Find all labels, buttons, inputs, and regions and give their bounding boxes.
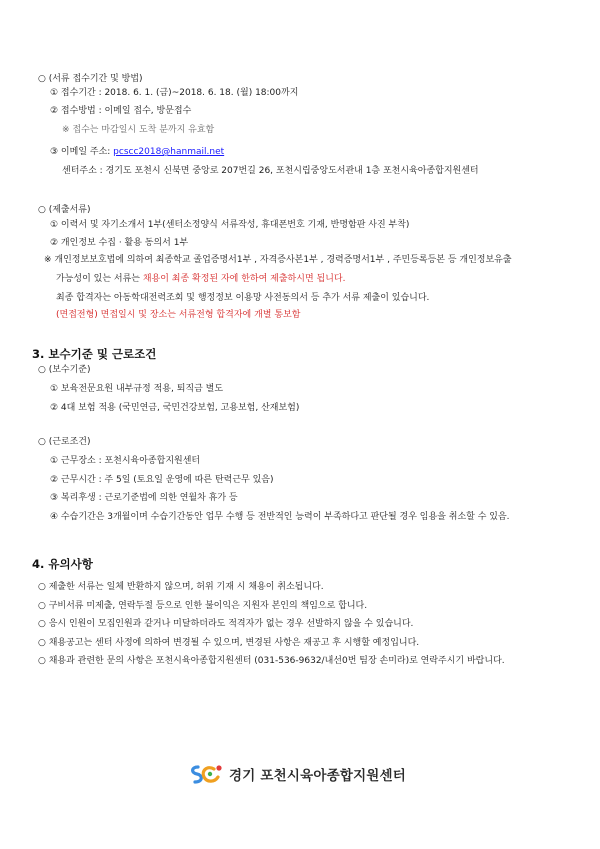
work-item-4: ④ 수습기간은 3개월이며 수습기간동안 업무 수행 등 전반적인 능력이 부족하다고 판단될 경우 임용을 취소할 수 있음. [50, 512, 510, 522]
docs-note-3: 최종 합격자는 아동학대전력조회 및 행정정보 이용망 사전동의서 등 추가 서류 제출이 있습니다. [56, 293, 430, 303]
notice-item-3: ○ 응시 인원이 모집인원과 같거나 미달하더라도 적격자가 없는 경우 선발하지 않을 수 있습니다. [38, 619, 414, 629]
notice-item-2: ○ 구비서류 미제출, 연락두절 등으로 인한 불이익은 지원자 본인의 책임으로 합니다. [38, 601, 368, 611]
recv-note: ※ 접수는 마감일시 도착 분까지 유효함 [62, 125, 215, 135]
docs-heading: ○ (제출서류) [38, 205, 91, 215]
email-label: ③ 이메일 주소: [50, 147, 114, 157]
interview-note: (면접전형) 면접일시 및 장소는 서류전형 합격자에 개별 통보함 [56, 310, 301, 320]
work-item-2: ② 근무시간 : 주 5일 (토요일 운영에 따른 탄력근무 있음) [50, 475, 274, 485]
footer-logo [189, 762, 406, 786]
section-3-title: 3. 보수기준 및 근로조건 [32, 347, 157, 361]
notice-item-5: ○ 채용과 관련한 문의 사항은 포천시육아종합지원센터 (031-536-9632/내선0번 팀장 손미라)로 연락주시기 바랍니다. [38, 656, 505, 666]
work-item-3: ③ 복리후생 : 근로기준법에 의한 연월차 휴가 등 [50, 493, 238, 503]
recv-period: ① 접수기간 : 2018. 6. 1. (금)~2018. 6. 18. (월) 18:00까지 [50, 88, 299, 98]
notice-item-4: ○ 채용공고는 센터 사정에 의하여 변경될 수 있으며, 변경된 사항은 재공고 후 시행할 예정입니다. [38, 638, 420, 648]
center-logo-icon [189, 762, 225, 786]
recv-method: ② 접수방법 : 이메일 접수, 방문접수 [50, 106, 192, 116]
pay-heading: ○ (보수기준) [38, 365, 91, 375]
recv-email-line [50, 146, 224, 158]
center-address: 센터주소 : 경기도 포천시 신북면 중앙로 207번길 26, 포천시립중앙도서관내 1층 포천시육아종합지원센터 [62, 166, 479, 176]
section-4-title: 4. 유의사항 [32, 557, 93, 571]
docs-note-2 [56, 273, 345, 285]
footer-center-name: 경기 포천시육아종합지원센터 [229, 768, 407, 784]
work-heading: ○ (근로조건) [38, 437, 91, 447]
docs-note-1: ※ 개인정보보호법에 의하여 최종학교 졸업증명서1부 , 자격증사본1부 , 경력증명서1부 , 주민등록등본 등 개인정보유출 [44, 255, 512, 265]
notice-item-1: ○ 제출한 서류는 일체 반환하지 않으며, 허위 기재 시 채용이 취소됩니다. [38, 582, 324, 592]
docs-note-2-highlight: 채용이 최종 확정된 자에 한하여 제출하시면 됩니다. [142, 274, 346, 284]
recv-heading: ○ (서류 접수기간 및 방법) [38, 74, 143, 84]
email-link[interactable]: pcscc2018@hanmail.net [113, 147, 225, 157]
docs-item-1: ① 이력서 및 자기소개서 1부(센터소정양식 서류작성, 휴대폰번호 기재, 반명함판 사진 부착) [50, 220, 410, 230]
pay-item-2: ② 4대 보험 적용 (국민연금, 국민건강보험, 고용보험, 산재보험) [50, 403, 300, 413]
work-item-1: ① 근무장소 : 포천시육아종합지원센터 [50, 456, 201, 466]
pay-item-1: ① 보육전문요원 내부규정 적용, 퇴직금 별도 [50, 384, 224, 394]
docs-note-2-text: 가능성이 있는 서류는 [56, 274, 143, 284]
docs-item-2: ② 개인정보 수집 · 활용 동의서 1부 [50, 238, 189, 248]
